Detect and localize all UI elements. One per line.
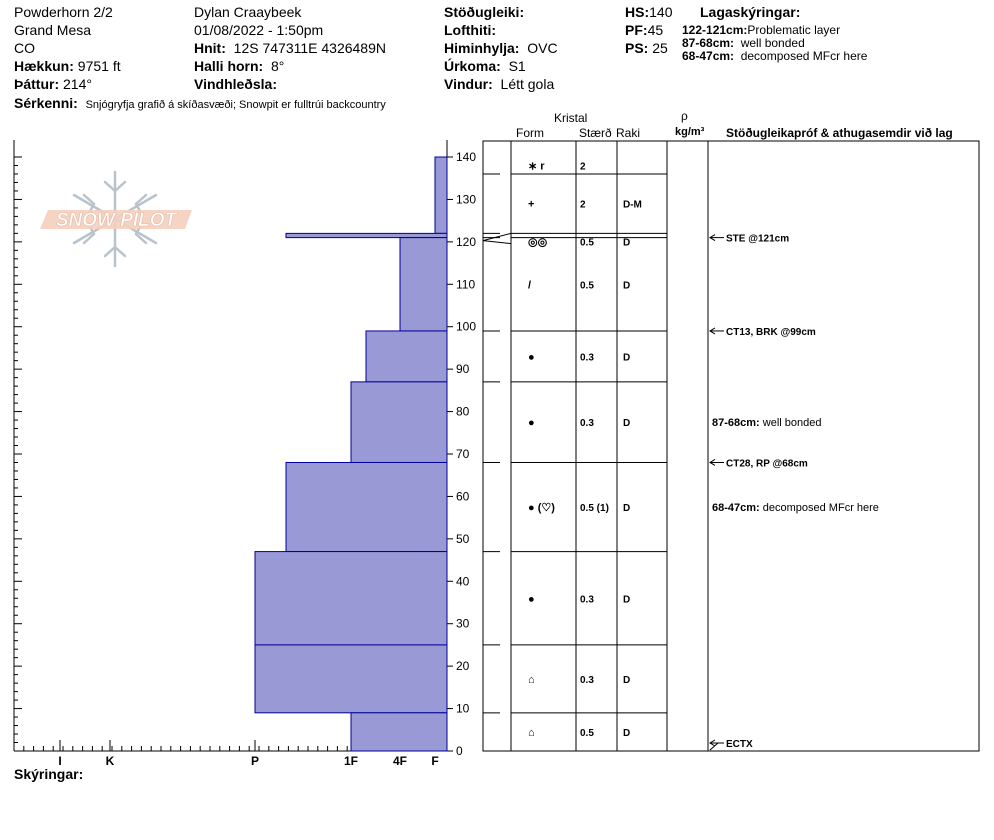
observer-name: Dylan Craaybeek [194, 4, 302, 20]
layer-grain-form: + [528, 198, 535, 211]
features-label: Sérkenni: [14, 95, 78, 111]
layer-comment-range: 68-47cm: [712, 502, 763, 515]
stability-test-result: ECTX [726, 739, 753, 750]
depth-tick-label: 130 [456, 192, 477, 207]
depth-tick-label: 120 [456, 234, 477, 249]
hardness-tick-label: P [250, 754, 260, 768]
form-header: Form [516, 126, 544, 140]
layer-grain-size: 0.3 [580, 594, 594, 606]
hs-value: 140 [649, 4, 673, 20]
depth-tick-label: 140 [456, 150, 477, 164]
layer-comment-text: well bonded [762, 417, 822, 430]
depth-tick-label: 50 [456, 531, 470, 546]
size-header: Stærð [579, 126, 612, 140]
layer-grain-size: 2 [580, 199, 586, 211]
slope-label: Halli horn: [194, 58, 264, 74]
depth-tick-label: 20 [456, 659, 470, 674]
hardness-tick-label: K [105, 754, 115, 768]
layer-moisture: D [623, 237, 631, 249]
state-name: CO [14, 40, 35, 56]
layer-grid [483, 141, 979, 751]
sky-label: Himinhylja: [444, 40, 520, 56]
layer-note-text: well bonded [740, 36, 805, 50]
depth-tick-label: 0 [456, 744, 463, 758]
sky-value: OVC [527, 40, 558, 56]
observation-datetime: 01/08/2022 - 1:50pm [194, 22, 324, 38]
layer-moisture: D [623, 503, 631, 515]
wind-label: Vindur: [444, 76, 493, 92]
precip-value: S1 [508, 58, 526, 74]
layer-moisture: D [623, 594, 631, 606]
moisture-header: Raki [616, 126, 641, 140]
layer-grain-form: ∗ r [528, 160, 545, 173]
layer-grain-form: ◎◎ [528, 236, 548, 249]
depth-tick-label: 30 [456, 616, 470, 631]
air-temp-label: Lofthiti: [444, 22, 497, 38]
hardness-bar [255, 552, 447, 645]
footer-label: Skýringar: [14, 766, 84, 782]
hardness-bar [400, 238, 447, 331]
elevation-label: Hækkun: [14, 58, 74, 74]
layer-comment [712, 502, 879, 514]
density-unit-header: kg/m³ [675, 126, 705, 138]
stability-test-result: CT13, BRK @99cm [726, 326, 816, 338]
layer-moisture: D [623, 418, 631, 430]
hardness-bar [435, 157, 447, 233]
layer-grain-form: ⌂ [528, 673, 535, 686]
layer-grain-size: 2 [580, 161, 586, 173]
depth-tick-label: 70 [456, 447, 470, 461]
pf-value: 45 [647, 22, 664, 38]
layer-grain-size: 0.5 (1) [580, 503, 609, 515]
snowpilot-logo [40, 172, 192, 266]
area-name: Grand Mesa [14, 22, 92, 38]
layer-grain-size: 0.5 [580, 280, 594, 292]
problem-layer-marker [483, 233, 511, 240]
ps-value: 25 [652, 40, 668, 56]
layer-cells [528, 160, 642, 738]
layer-note-text: decomposed MFcr here [740, 49, 868, 63]
density-rho-header: ρ [681, 109, 688, 123]
layer-grain-size: 0.5 [580, 727, 594, 739]
elevation-value: 9751 ft [77, 58, 121, 74]
hardness-tick-label: F [431, 754, 439, 768]
layer-grain-size: 0.3 [580, 352, 594, 364]
layer-moisture: D [623, 727, 631, 739]
hardness-bar [255, 645, 447, 713]
problem-layer-marker [483, 241, 511, 244]
layer-notes-title: Lagaskýringar: [700, 4, 801, 20]
depth-tick-label: 40 [456, 574, 470, 589]
hardness-bar [351, 713, 447, 751]
layer-grain-form: ● (♡) [528, 502, 555, 515]
layer-grain-form: ● [528, 417, 535, 430]
wind-value: Létt gola [500, 76, 555, 92]
aspect-label: Þáttur: [14, 76, 60, 92]
coordinates-value: 12S 747311E 4326489N [233, 40, 386, 56]
hardness-tick-label: I [58, 754, 62, 768]
depth-tick-label: 90 [456, 362, 470, 377]
hardness-bar [366, 331, 447, 382]
layer-grain-form: ● [528, 593, 535, 606]
stability-test-result: STE @121cm [726, 233, 790, 245]
coordinates-label: Hnit: [194, 40, 226, 56]
stability-label: Stöðugleiki: [444, 4, 525, 20]
layer-moisture: D [623, 674, 631, 686]
slope-value: 8° [271, 58, 285, 74]
layer-note-range: 87-68cm: [682, 36, 735, 50]
precip-label: Úrkoma: [444, 58, 501, 74]
crystal-header: Kristal [554, 111, 588, 125]
layer-note-text: Problematic layer [747, 23, 841, 37]
layer-moisture: D [623, 352, 631, 364]
stability-tests [710, 234, 879, 750]
layer-grain-size: 0.3 [580, 674, 594, 686]
layer-comment-text: decomposed MFcr here [762, 502, 879, 515]
layer-moisture: D [623, 280, 631, 292]
layer-grain-size: 0.3 [580, 418, 594, 430]
layer-grain-form: ⌂ [528, 726, 535, 739]
depth-tick-label: 110 [456, 277, 476, 292]
hardness-tick-label: 4F [392, 754, 408, 768]
depth-tick-label: 80 [456, 404, 470, 419]
layer-note-range: 68-47cm: [682, 49, 735, 63]
pf-label: PF: [625, 22, 648, 38]
hs-label: HS: [625, 4, 650, 20]
layer-grain-form: / [528, 279, 532, 292]
layer-moisture: D-M [623, 199, 642, 211]
aspect-value: 214° [63, 76, 92, 92]
hardness-tick-label: 1F [343, 754, 359, 768]
stability-test-result: CT28, RP @68cm [726, 458, 808, 470]
tests-header: Stöðugleikapróf & athugasemdir við lag [726, 126, 953, 140]
layer-comment-range: 87-68cm: [712, 417, 763, 430]
depth-tick-label: 10 [456, 701, 470, 716]
features-value: Snjógryfja grafið á skíðasvæði; Snowpit er fulltrúi backcountry [85, 99, 386, 111]
layer-grain-form: ● [528, 351, 535, 364]
depth-tick-label: 100 [456, 319, 477, 334]
logo-text: SNOW PILOT [55, 210, 177, 231]
wind-loading-label: Vindhleðsla: [194, 76, 277, 92]
layer-table-frame [483, 141, 979, 751]
hardness-bar [286, 233, 447, 237]
layer-note-range: 122-121cm: [682, 23, 748, 37]
site-name: Powderhorn 2/2 [14, 4, 113, 20]
ps-label: PS: [625, 40, 649, 56]
depth-tick-label: 60 [456, 489, 470, 504]
layer-comment [712, 417, 821, 429]
hardness-bars [255, 157, 447, 751]
hardness-bar [286, 462, 447, 551]
hardness-bar [351, 382, 447, 463]
layer-grain-size: 0.5 [580, 237, 594, 249]
